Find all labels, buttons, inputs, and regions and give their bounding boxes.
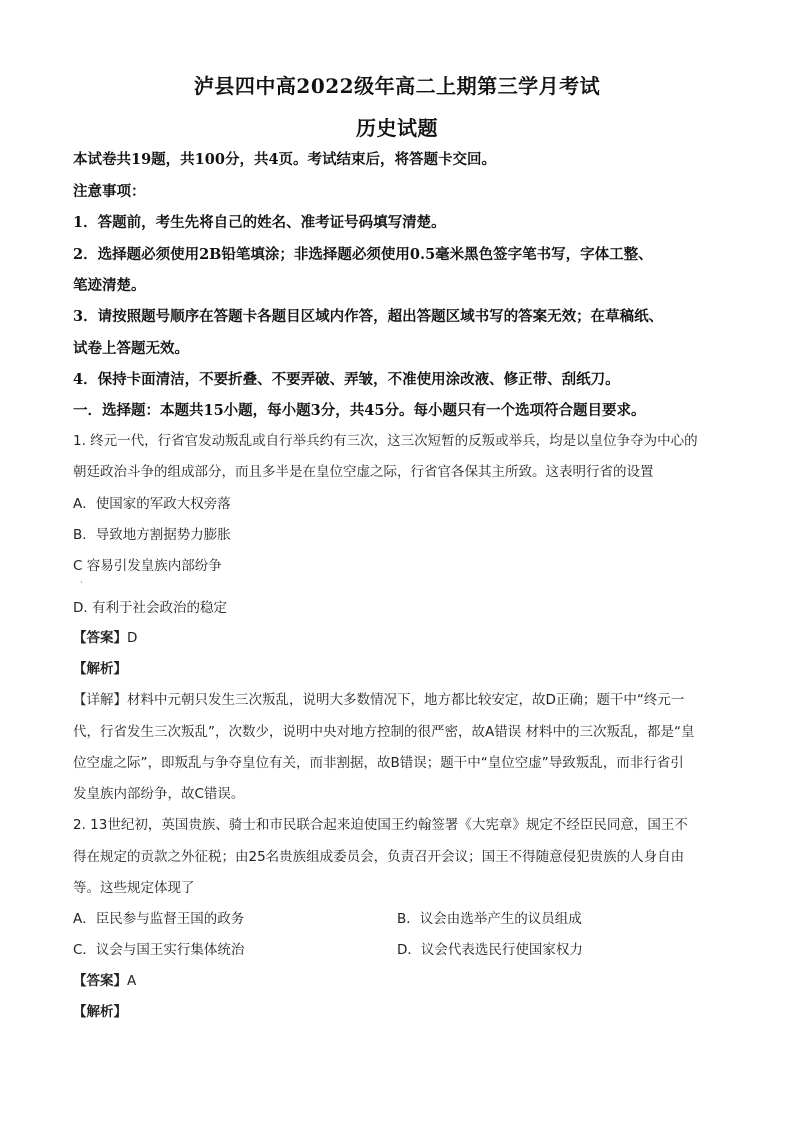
q2-option-b: B．议会由选举产生的议员组成 — [397, 911, 582, 927]
answer-label: 【答案】 — [73, 973, 127, 989]
exam-intro: 本试卷共19题，共100分，共4页。考试结束后，将答题卡交回。 — [73, 151, 497, 168]
q1-analysis-label: 【解析】 — [73, 661, 127, 677]
q1-option-c: C 容易引发皇族内部纷争 — [73, 558, 222, 574]
q2-stem-line-1: 2. 13世纪初，英国贵族、骑士和市民联合起来迫使国王约翰签署《大宪章》规定不经臣民同意，国王不 — [73, 817, 688, 833]
note-2-line-2: 笔迹清楚。 — [73, 277, 146, 294]
q1-stem-line-2: 朝廷政治斗争的组成部分，而且多半是在皇位空虚之际，行省官各保其主所致。这表明行省的设置 — [73, 464, 654, 480]
note-3-line-2: 试卷上答题无效。 — [73, 340, 189, 357]
note-3-line-1: 3．请按照题号顺序在答题卡各题目区域内作答，超出答题区域书写的答案无效；在草稿纸、 — [73, 308, 664, 325]
note-2-line-1: 2．选择题必须使用2B铅笔填涂；非选择题必须使用0.5毫米黑色签字笔书写，字体工整、 — [73, 246, 653, 263]
q2-analysis-label: 【解析】 — [73, 1004, 127, 1020]
q2-answer — [73, 971, 136, 991]
q2-option-c: C．议会与国王实行集体统治 — [73, 942, 245, 958]
q1-option-d: D. 有利于社会政治的稳定 — [73, 600, 227, 616]
q1-option-a: A．使国家的军政大权旁落 — [73, 496, 231, 512]
exam-subject: 历史试题 — [356, 116, 438, 140]
answer-value: D — [127, 630, 138, 646]
note-4: 4．保持卡面清洁，不要折叠、不要弄破、弄皱，不准使用涂改液、修正带、刮纸刀。 — [73, 371, 620, 388]
section-heading: 一．选择题：本题共15小题，每小题3分，共45分。每小题只有一个选项符合题目要求。 — [73, 402, 646, 419]
q1-answer — [73, 628, 137, 648]
notes-heading: 注意事项： — [73, 183, 146, 200]
q2-stem-line-3: 等。这些规定体现了 — [73, 880, 195, 896]
answer-value: A — [127, 973, 137, 989]
q1-option-b: B．导致地方割据势力膨胀 — [73, 527, 231, 543]
q1-detail-line-4: 发皇族内部纷争，故C错误。 — [73, 786, 245, 802]
q1-detail-line-2: 代，行省发生三次叛乱”，次数少，说明中央对地方控制的很严密，故A错误 材料中的三次叛乱，都是“皇 — [73, 724, 695, 740]
answer-label: 【答案】 — [73, 630, 127, 646]
q1-stem-line-1: 1. 终元一代，行省官发动叛乱或自行举兵约有三次，这三次短暂的反叛或举兵，均是以皇位争夺为中心的 — [73, 433, 698, 449]
stray-dot: · — [80, 578, 83, 587]
q2-option-a: A．臣民参与监督王国的政务 — [73, 911, 245, 927]
q2-option-d: D．议会代表选民行使国家权力 — [397, 942, 583, 958]
q1-detail-line-3: 位空虚之际”，即叛乱与争夺皇位有关，而非割据，故B错误；题干中“皇位空虚”导致叛乱，而非行省引 — [73, 755, 684, 771]
exam-title: 泸县四中高2022级年高二上期第三学月考试 — [193, 74, 601, 98]
q2-stem-line-2: 得在规定的贡款之外征税；由25名贵族组成委员会，负责召开会议；国王不得随意侵犯贵族的人身自由 — [73, 849, 685, 865]
note-1: 1．答题前，考生先将自己的姓名、准考证号码填写清楚。 — [73, 214, 446, 231]
q1-detail-line-1: 【详解】材料中元朝只发生三次叛乱，说明大多数情况下，地方都比较安定，故D正确；题干中“终元一 — [73, 692, 685, 708]
